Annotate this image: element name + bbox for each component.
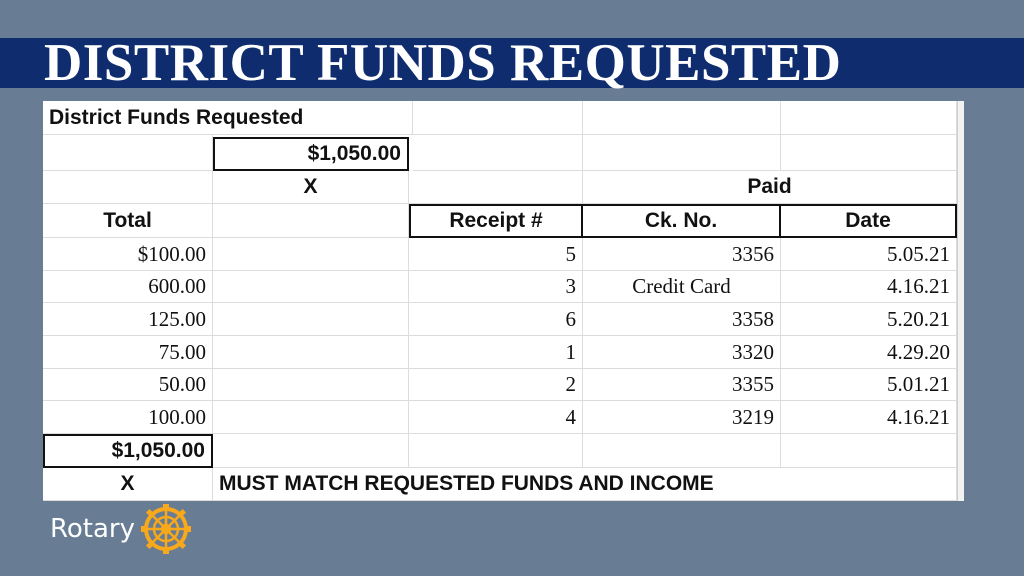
page-title: DISTRICT FUNDS REQUESTED <box>44 34 842 92</box>
empty-cell <box>781 135 957 171</box>
empty-cell <box>781 101 957 135</box>
col-header-date: Date <box>779 204 957 238</box>
empty-cell <box>213 204 409 238</box>
cell-date: 4.16.21 <box>781 401 957 434</box>
cell-total: 125.00 <box>43 303 213 336</box>
empty-cell <box>583 135 781 171</box>
cell-date: 4.16.21 <box>781 271 957 303</box>
cell-date: 5.01.21 <box>781 369 957 401</box>
empty-cell <box>409 434 583 468</box>
empty-cell <box>213 271 409 303</box>
x-mark-top: X <box>213 171 409 204</box>
cell-total: 100.00 <box>43 401 213 434</box>
cell-check: 3355 <box>583 369 781 401</box>
cell-check: 3356 <box>583 238 781 271</box>
sheet-heading: District Funds Requested <box>43 101 413 135</box>
cell-receipt: 1 <box>409 336 583 369</box>
empty-cell <box>413 101 583 135</box>
col-header-check: Ck. No. <box>581 204 781 238</box>
cell-date: 4.29.20 <box>781 336 957 369</box>
paid-label: Paid <box>583 171 957 204</box>
col-header-total: Total <box>43 204 213 238</box>
spreadsheet <box>43 101 964 501</box>
cell-total: 75.00 <box>43 336 213 369</box>
rotary-logo <box>50 504 191 554</box>
empty-cell <box>213 303 409 336</box>
cell-check: 3219 <box>583 401 781 434</box>
cell-check: 3320 <box>583 336 781 369</box>
sheet-edge <box>957 101 964 501</box>
empty-cell <box>213 238 409 271</box>
empty-cell <box>43 171 213 204</box>
rotary-wheel-icon <box>141 504 191 554</box>
empty-cell <box>781 434 957 468</box>
cell-receipt: 4 <box>409 401 583 434</box>
empty-cell <box>43 135 213 171</box>
cell-check: Credit Card <box>583 271 781 303</box>
cell-check: 3358 <box>583 303 781 336</box>
requested-amount: $1,050.00 <box>213 137 409 171</box>
sum-total: $1,050.00 <box>43 434 213 468</box>
empty-cell <box>583 101 781 135</box>
x-mark-bottom: X <box>43 468 213 501</box>
cell-total: $100.00 <box>43 238 213 271</box>
empty-cell <box>583 434 781 468</box>
cell-total: 50.00 <box>43 369 213 401</box>
cell-receipt: 3 <box>409 271 583 303</box>
logo-text: Rotary <box>50 514 136 544</box>
empty-cell <box>413 135 583 171</box>
cell-receipt: 6 <box>409 303 583 336</box>
cell-receipt: 5 <box>409 238 583 271</box>
empty-cell <box>213 336 409 369</box>
cell-receipt: 2 <box>409 369 583 401</box>
empty-cell <box>213 401 409 434</box>
cell-total: 600.00 <box>43 271 213 303</box>
empty-cell <box>213 369 409 401</box>
empty-cell <box>213 434 409 468</box>
empty-cell <box>409 171 583 204</box>
cell-date: 5.20.21 <box>781 303 957 336</box>
col-header-receipt: Receipt # <box>409 204 583 238</box>
cell-date: 5.05.21 <box>781 238 957 271</box>
match-note: MUST MATCH REQUESTED FUNDS AND INCOME <box>213 468 957 501</box>
